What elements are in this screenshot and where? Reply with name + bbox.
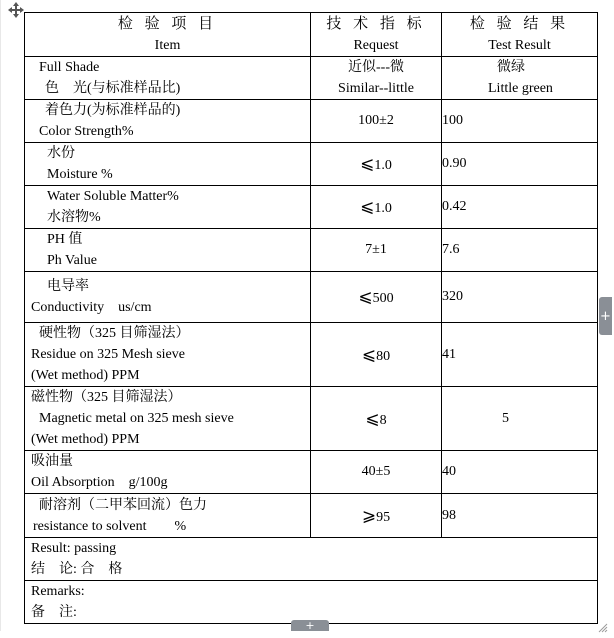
result-en: Little green [488,81,553,96]
item-cell [25,57,311,100]
request-value: 40±5 [361,464,391,479]
inspection-report-table [24,12,598,624]
result-value: 5 [502,410,509,426]
result-cell [442,100,598,143]
result-value: 7.6 [442,242,460,257]
table-row [25,323,598,387]
request-cell [311,57,442,100]
item-cell [25,494,311,538]
less-equal-symbol: ⩽ [361,344,377,364]
header-result-cell [442,13,598,57]
result-row [25,538,598,581]
request-cell [311,494,442,538]
result-cell [442,143,598,186]
item-label-en: Ph Value [47,253,97,268]
result-value: 100 [442,113,463,128]
request-value: 7±1 [365,242,387,257]
request-value: 95 [376,509,391,525]
item-cell [25,451,311,494]
item-cell [25,143,311,186]
item-cell [25,272,311,323]
remarks-label-zh: 备 注: [31,605,77,620]
result-cell [442,57,598,100]
request-zh: 近似---微 [348,60,404,75]
remarks-row [25,581,598,624]
result-cell [442,229,598,272]
item-label-en: resistance to solvent % [33,518,187,534]
request-value: 500 [372,291,394,306]
table-row [25,100,598,143]
item-label-en: Residue on 325 Mesh sieve [31,347,185,362]
request-en: Similar--little [338,81,414,96]
header-row [25,13,598,57]
result-cell [442,272,598,323]
request-value: 1.0 [374,158,392,173]
item-cell [25,387,311,451]
table-row [25,57,598,100]
result-label-zh: 结 论: 合 格 [31,562,123,577]
result-cell [442,451,598,494]
header-request-cell [311,13,442,57]
item-label-zh: PH 值 [47,232,83,247]
item-cell [25,100,311,143]
result-value: 41 [442,346,456,362]
remarks-label-en: Remarks: [31,584,85,599]
result-value: 98 [442,507,456,523]
item-cell [25,323,311,387]
item-label-en: Moisture % [47,167,113,182]
request-cell [311,387,442,451]
header-result-en: Test Result [488,37,551,53]
add-column-plus-icon[interactable]: + [599,297,612,335]
item-label-en: Conductivity us/cm [31,300,152,315]
item-label-en: Color Strength% [39,124,134,139]
request-cell [311,229,442,272]
result-value: 0.42 [442,199,467,214]
item-label-method: (Wet method) PPM [31,432,140,447]
result-cell [442,387,598,451]
item-label-en: Magnetic metal on 325 mesh sieve [39,411,234,426]
item-cell [25,229,311,272]
header-item-en: Item [154,37,181,53]
page-edge [0,0,1,631]
request-value: 80 [376,348,391,364]
request-cell [311,272,442,323]
request-cell [311,451,442,494]
item-label-en: Oil Absorption g/100g [31,475,168,490]
less-equal-symbol: ⩽ [360,154,375,173]
header-request-en: Request [353,37,399,53]
table-row [25,494,598,538]
result-value: 0.90 [442,156,467,171]
request-cell [311,186,442,229]
table-row [25,451,598,494]
header-item-zh: 检 验 项 目 [117,15,218,32]
result-cell [442,186,598,229]
header-request-zh: 技 术 指 标 [326,15,426,32]
header-item-cell [25,13,311,57]
less-equal-symbol: ⩽ [358,287,373,306]
item-label-zh: 着色力(为标准样品的) [45,103,181,118]
item-label-method: (Wet method) PPM [31,368,140,383]
result-cell-wide [25,538,598,581]
header-result-zh: 检 验 结 果 [469,15,570,32]
request-cell [311,323,442,387]
item-label-zh: 电导率 [47,279,89,294]
request-cell [311,100,442,143]
request-value: 100±2 [358,113,394,128]
item-label-en: Full Shade [39,60,100,75]
result-zh: 微绿 [497,60,525,75]
result-cell [442,494,598,538]
request-value: 8 [379,412,387,428]
less-equal-symbol: ⩽ [360,197,375,216]
table-row [25,186,598,229]
table-row [25,143,598,186]
greater-equal-symbol: ⩾ [361,505,377,525]
item-label-zh: 水溶物% [47,210,101,225]
table-row [25,387,598,451]
move-icon[interactable] [8,2,24,18]
item-label-zh: 水份 [47,146,75,161]
result-value: 40 [442,464,456,479]
item-label-zh: 硬性物（325 目筛湿法） [39,326,190,341]
result-label-en: Result: passing [31,541,117,556]
result-value: 320 [442,289,463,304]
item-label-en: Water Soluble Matter% [47,189,179,204]
request-value: 1.0 [374,201,392,216]
resize-corner-icon[interactable] [598,620,608,630]
remarks-cell [25,581,598,624]
table-row [25,229,598,272]
table-row [25,272,598,323]
add-row-plus-icon[interactable]: + [291,620,329,631]
item-label-zh: 吸油量 [31,454,73,469]
less-equal-symbol: ⩽ [365,408,380,428]
item-label-zh: 色 光(与标准样品比) [45,81,181,96]
item-cell [25,186,311,229]
item-label-zh: 耐溶剂（二甲苯回流）色力 [39,497,207,513]
item-label-zh: 磁性物（325 目筛湿法） [31,390,182,405]
result-cell [442,323,598,387]
request-cell [311,143,442,186]
